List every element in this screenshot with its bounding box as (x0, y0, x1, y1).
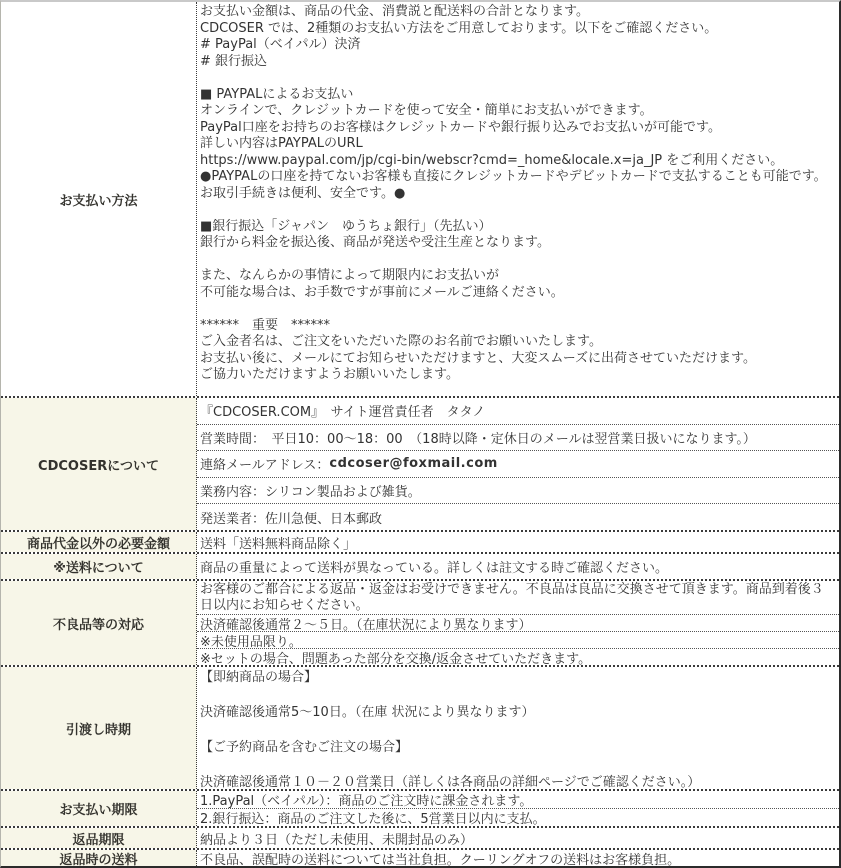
text-line: 不可能な場合は、お手数ですが事前にメールご連絡ください。 (200, 284, 564, 300)
text-line (200, 722, 836, 740)
bank-deadline-row (197, 808, 839, 826)
defective-leadtime-row (197, 614, 839, 631)
text-line: お取引手続きは便利、安全です。● (200, 185, 406, 201)
text-line: オンラインで、クレジットカードを使って安全・簡単にお支払いができます。 (200, 103, 653, 118)
contact-email-row (197, 450, 839, 477)
text-line: CDCOSER では、2種類のお支払い方法をご用意しております。以下をご確認ください。 (200, 20, 718, 36)
row-content-shipping-fee (197, 554, 839, 579)
text-line: 【ご予約商品を含むご注文の場合】 (200, 740, 409, 755)
text-line: 決済確認後通常１０－２０営業日（詳しくは各商品の詳細ページでご確認ください。） (200, 775, 701, 789)
contact-email-address: cdcoser@foxmail.com (329, 456, 498, 472)
row-content-payment-method (197, 2, 839, 396)
bank-deadline-text: 2.銀行振込：商品のご注文した後に、5営業日以内に支払。 (200, 812, 546, 826)
row-content-return-shipping (197, 850, 839, 866)
row-label-defective-items (1, 581, 197, 665)
site-operator-text: 『CDCOSER.COM』 サイト運営責任者 タタノ (200, 405, 486, 421)
text-line (200, 757, 836, 775)
row-defective-items (1, 579, 839, 665)
text-line: ご協力いただけますようお願いいたします。 (200, 367, 459, 382)
row-content-extra-fees (197, 532, 839, 552)
label-text: CDCOSERについて (38, 458, 159, 474)
business-content-text: 業務内容：シリコン製品および雑貨。 (200, 485, 421, 501)
row-return-deadline (1, 826, 839, 848)
text-line: お支払い金額は、商品の代金、消費説と配送料の合計となります。 (200, 4, 589, 19)
label-text: 不良品等の対応 (52, 617, 144, 633)
row-delivery-time (1, 665, 839, 789)
shipping-carrier-row (197, 503, 839, 530)
label-text: ※送料について (53, 561, 144, 576)
paypal-deadline-text: 1.PayPal（ベイパル）：商品のご注文時に課金されます。 (200, 794, 533, 808)
row-payment-deadline (1, 789, 839, 826)
unused-only-text: ※未使用品限り。 (200, 634, 302, 648)
text-line: https://www.paypal.com/jp/cgi-bin/webscr?cmd=_home&locale.x=ja_JP をご利用ください。 (200, 152, 784, 168)
text-line: 決済確認後通常5～10日。（在庫 状況により異なります） (200, 705, 535, 720)
text-line: ****** 重要 ****** (200, 317, 331, 333)
label-text: お支払い期限 (59, 803, 138, 818)
extra-fees-text: 送料「送料無料商品除く」 (200, 536, 357, 552)
row-content-defective-items (197, 581, 839, 665)
label-text: 返品時の送料 (59, 852, 138, 866)
text-line: お支払い後に、メールにてお知らせいただけますと、大変スムーズに出荷させていただけます。 (200, 350, 757, 366)
row-content-about-cdcoser (197, 398, 839, 530)
business-hours-row (197, 424, 839, 451)
label-text: 返品期限 (72, 832, 125, 848)
row-content-payment-deadline (197, 791, 839, 826)
return-shipping-text: 不良品、誤配時の送料については当社負担。クーリングオフの送料はお客様負担。 (200, 852, 681, 866)
label-text: お支払い方法 (59, 193, 138, 209)
row-label-payment-method (1, 2, 197, 396)
text-line: ■ PAYPALによるお支払い (200, 86, 354, 102)
row-label-shipping-fee (1, 554, 197, 579)
business-content-row (197, 477, 839, 504)
text-line (200, 301, 836, 318)
row-label-return-deadline (1, 828, 197, 848)
set-exchange-row (197, 648, 839, 665)
row-label-extra-fees (1, 532, 197, 552)
row-label-about-cdcoser (1, 398, 197, 530)
text-line: 【即納商品の場合】 (200, 670, 318, 685)
label-text: 商品代金以外の必要金額 (26, 536, 170, 552)
text-line: # PayPal（ベイパル）決済 (200, 37, 361, 52)
row-content-return-deadline (197, 828, 839, 848)
text-line: ご入金者名は、ご注文をいただいた際のお名前でお願いいたします。 (200, 334, 602, 349)
row-return-shipping (1, 848, 839, 866)
text-line: また、なんらかの事情によって期限内にお支払いが (200, 268, 500, 283)
defective-leadtime-text: 決済確認後通常２～５日。（在庫状況により異なります） (200, 617, 532, 631)
defective-policy-text: お客様のご都合による返品・返金はお受けできません。不良品は良品に交換させて頂きます。商品到着後３日以内にお知らせください。 (200, 582, 824, 613)
site-operator-row (197, 398, 839, 424)
text-line: # 銀行振込 (200, 53, 268, 69)
row-label-return-shipping (1, 850, 197, 866)
unused-only-row (197, 631, 839, 648)
text-line: 銀行から料金を振込後、商品が発送や受注生産となります。 (200, 235, 550, 250)
row-label-payment-deadline (1, 791, 197, 826)
business-hours-text: 営業時間： 平日10：00～18：00 （18時以降・定休日のメールは翌営業日扱いになります。） (200, 431, 756, 447)
shipping-carrier-text: 発送業者：佐川急便、日本郵政 (200, 511, 383, 527)
row-payment-method (1, 2, 839, 396)
text-line: ●PAYPALの口座を持てないお客様も直接にクレジットカードやデビットカードで支払することも可能です。 (200, 169, 827, 184)
text-line (200, 252, 836, 269)
text-line (200, 687, 836, 705)
text-line: PayPal口座をお持ちのお客様はクレジットカードや銀行振り込みでお支払いが可能です。 (200, 119, 721, 135)
text-line (200, 70, 836, 87)
label-text: 引渡し時期 (65, 722, 131, 738)
return-deadline-text: 納品より３日（ただし未使用、未開封品のみ） (200, 832, 474, 848)
paypal-deadline-row (197, 791, 839, 808)
contact-email-prefix: 連絡メールアドレス： (200, 458, 330, 474)
shipping-fee-text: 商品の重量によって送料が異なっている。詳しくは註文する時ご確認ください。 (200, 561, 669, 576)
text-line: ■銀行振込「ジャパン ゆうちょ銀行」（先払い） (200, 218, 492, 234)
set-exchange-text: ※セットの場合、問題あった部分を交換/返金させていただきます。 (200, 651, 592, 665)
row-shipping-fee (1, 552, 839, 579)
row-extra-fees (1, 530, 839, 552)
row-content-delivery-time (197, 667, 839, 789)
text-line: 詳しい内容はPAYPALのURL (200, 136, 363, 151)
row-label-delivery-time (1, 667, 197, 789)
text-line (200, 202, 836, 219)
defective-policy-row (197, 581, 839, 614)
row-about-cdcoser (1, 396, 839, 530)
